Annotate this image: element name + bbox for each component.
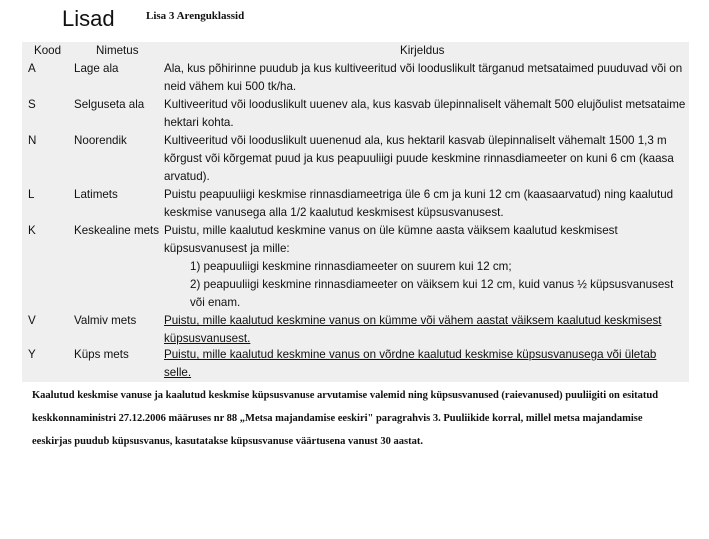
footnote: Kaalutud keskmise vanuse ja kaalutud keskmise küpsusvanuse arvutamise valemid ning küpsusvanused (raievanused) puuliigiti on esitatud keskkonnaministri 27.12.2006 määruses nr 88 „Metsa majandamise eeskiri" paragrahvis 3. Puuliikide korral, millel metsa majandamise eeskirjas puudub küpsusvanus, kasutatakse küpsusvanuse väärtusena vanust 30 aastat. (32, 390, 659, 447)
row-list-item: 2) peapuuliigi keskmine rinnasdiameeter on väiksem kui 12 cm, kuid vanus ½ küpsusvanusest või enam. (190, 278, 674, 309)
development-class-table (22, 42, 689, 382)
row-name: Selguseta ala (74, 98, 145, 111)
header-name: Nimetus (96, 44, 139, 57)
row-name: Noorendik (74, 134, 127, 147)
row-code: L (28, 188, 35, 201)
row-code: A (28, 62, 36, 75)
row-name: Valmiv mets (74, 314, 137, 327)
row-description: Ala, kus põhirinne puudub ja kus kultiveeritud või looduslikult tärganud metsataimed puuduvad või on neid vähem kui 500 tk/ha. (164, 62, 683, 93)
header-code: Kood (34, 44, 62, 57)
header-description: Kirjeldus (400, 44, 445, 57)
row-description: Puistu, mille kaalutud keskmine vanus on võrdne kaalutud keskmise küpsusvanusega või ületab selle. (164, 348, 657, 379)
annex-title: Lisa 3 Arenguklassid (146, 10, 245, 22)
row-code: Y (28, 348, 36, 361)
row-description: Puistu peapuuliigi keskmise rinnasdiameetriga üle 6 cm ja kuni 12 cm (kaasaarvatud) ning kaalutud keskmise vanusega alla 1/2 kaalutud keskmisest küpsusvanusest. (164, 188, 674, 219)
row-name: Latimets (74, 188, 118, 201)
slide-title: Lisad (62, 6, 115, 31)
row-name: Keskealine mets (74, 224, 160, 237)
row-list-item: 1) peapuuliigi keskmine rinnasdiameeter on suurem kui 12 cm; (190, 260, 512, 273)
row-name: Lage ala (74, 62, 119, 75)
row-code: V (28, 314, 36, 327)
row-code: S (28, 98, 36, 111)
row-description: Kultiveeritud või looduslikult uuenev ala, kus kasvab ülepinnaliselt vähemalt 500 elujõulist metsataime hektari kohta. (164, 98, 686, 129)
row-description: Kultiveeritud või looduslikult uuenenud ala, kus hektaril kasvab ülepinnaliselt vähemalt 1500 1,3 m kõrgust või kõrgemat puud ja kus peapuuliigi puude keskmine rinnasdiameeter on kuni 6 cm (kaasa arvatud). (164, 134, 674, 183)
row-name: Küps mets (74, 348, 129, 361)
row-code: N (28, 134, 37, 147)
row-code: K (28, 224, 36, 237)
row-description: Puistu, mille kaalutud keskmine vanus on kümme või vähem aastat väiksem kaalutud keskmisest küpsusvanusest. (164, 314, 662, 345)
row-description: Puistu, mille kaalutud keskmine vanus on üle kümne aasta väiksem kaalutud keskmisest küpsusvanusest ja mille: (164, 224, 618, 255)
